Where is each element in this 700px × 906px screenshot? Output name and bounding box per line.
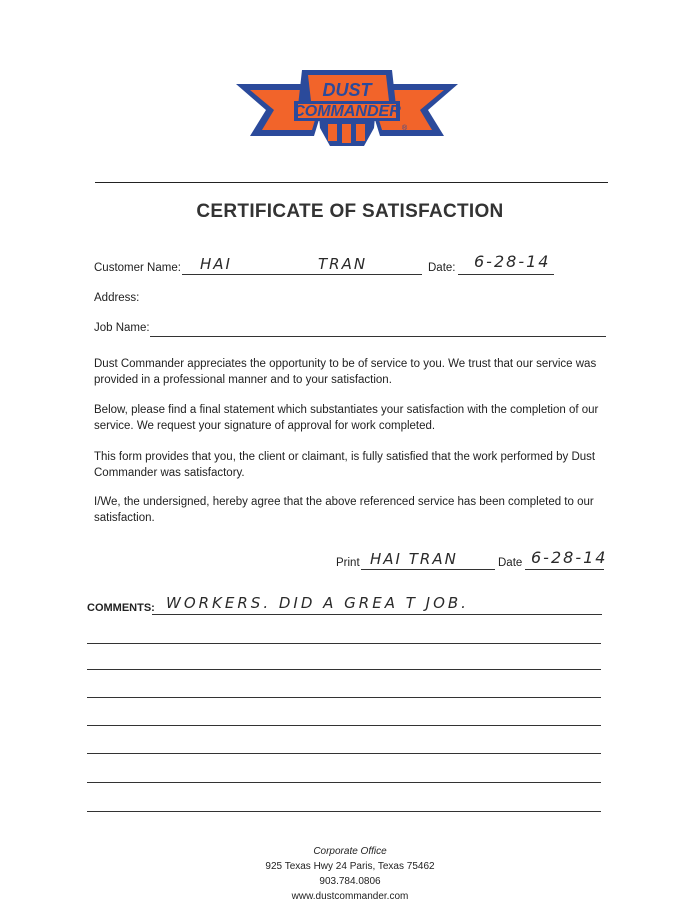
comments-label: COMMENTS: [87, 602, 155, 614]
job-name-label: Job Name: [94, 322, 150, 334]
comment-line-2 [87, 643, 601, 644]
header-rule [95, 182, 608, 183]
customer-last-name[interactable]: TRAN [318, 255, 368, 273]
print-line [361, 569, 495, 570]
paragraph-agreement: I/We, the undersigned, hereby agree that the above referenced service has been completed to our satisfaction. [94, 496, 594, 524]
comment-line-7 [87, 782, 601, 783]
signature-date-line [525, 569, 604, 570]
comment-line-4 [87, 697, 601, 698]
customer-first-name[interactable]: HAI [200, 255, 232, 273]
signature-date-label: Date [498, 557, 523, 569]
dust-commander-logo [236, 66, 458, 152]
comment-line-8 [87, 811, 601, 812]
print-label: Print [336, 557, 360, 569]
comment-line-6 [87, 753, 601, 754]
footer-website[interactable]: www.dustcommander.com [291, 891, 409, 902]
date-line [458, 274, 554, 275]
date-label: Date: [428, 262, 456, 274]
svg-text:COMMANDER: COMMANDER [293, 103, 401, 120]
signature-date-value[interactable]: 6-28-14 [531, 548, 608, 567]
svg-text:®: ® [402, 125, 408, 132]
comment-line-1 [152, 614, 602, 615]
print-name-value[interactable]: HAI TRAN [370, 550, 458, 568]
job-name-line [150, 336, 606, 337]
date-value[interactable]: 6-28-14 [474, 252, 551, 271]
paragraph-appreciation: Dust Commander appreciates the opportunity to be of service to you. We trust that our service was provided in a professional manner and to your satisfaction. [94, 358, 597, 386]
paragraph-form-provides: This form provides that you, the client or claimant, is fully satisfied that the work performed by Dust Commander was satisfactory. [94, 451, 596, 479]
footer-phone: 903.784.0806 [319, 876, 381, 887]
address-label: Address: [94, 292, 140, 304]
comment-line-5 [87, 725, 601, 726]
comments-value[interactable]: WORKERS. DID A GREA T JOB. [166, 594, 469, 612]
svg-text:DUST: DUST [322, 80, 372, 100]
paragraph-final-statement: Below, please find a final statement which substantiates your satisfaction with the completion of our service. We request your signature of approval for work completed. [94, 404, 599, 432]
page-title: CERTIFICATE OF SATISFACTION [196, 201, 504, 222]
customer-name-line [182, 274, 422, 275]
comment-line-3 [87, 669, 601, 670]
footer-address: 925 Texas Hwy 24 Paris, Texas 75462 [265, 861, 435, 872]
customer-name-label: Customer Name: [94, 262, 181, 274]
footer-office: Corporate Office [313, 846, 387, 857]
